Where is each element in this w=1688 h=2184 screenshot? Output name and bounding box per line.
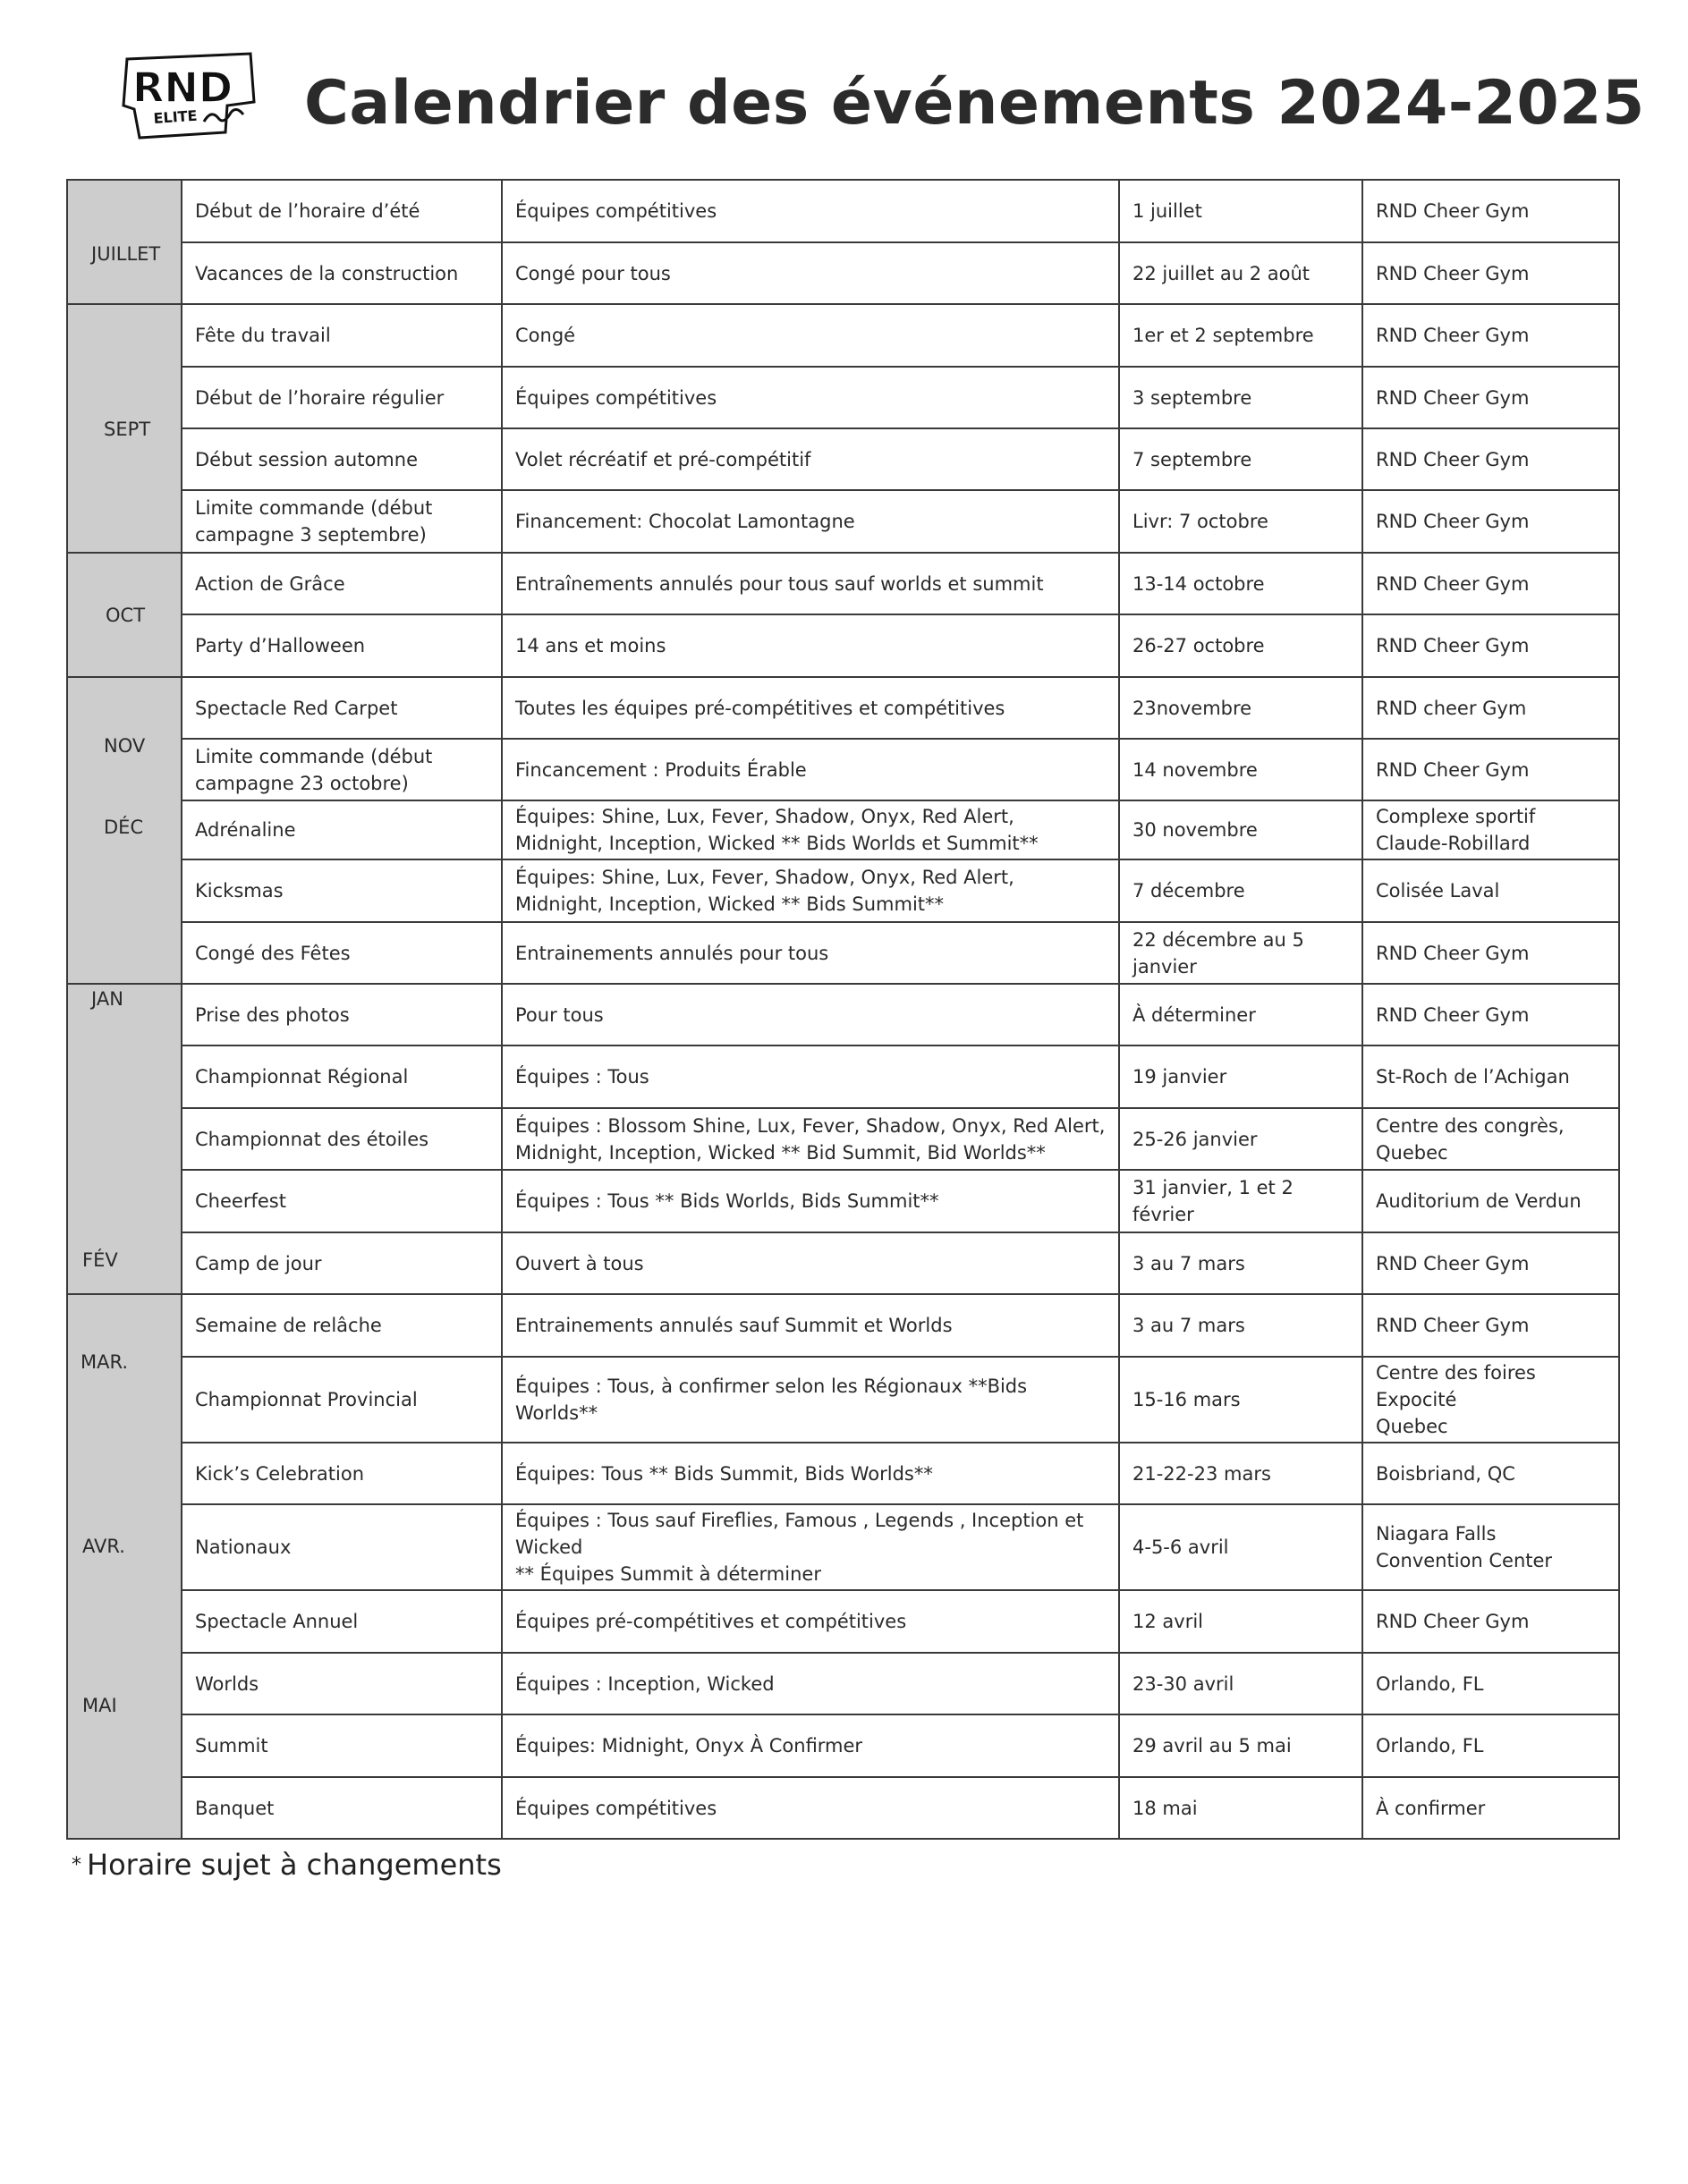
location-cell: RND Cheer Gym xyxy=(1362,180,1619,242)
location-cell: Centre des foires Expocité Quebec xyxy=(1362,1357,1619,1443)
details-cell: Équipes: Shine, Lux, Fever, Shadow, Onyx, Red Alert, Midnight, Inception, Wicked ** Bids Worlds et Summit** xyxy=(502,800,1119,859)
date-cell: Livr: 7 octobre xyxy=(1119,490,1362,553)
event-cell: Début de l’horaire régulier xyxy=(182,367,502,428)
location-cell: RND Cheer Gym xyxy=(1362,1590,1619,1653)
month-cell xyxy=(67,180,182,304)
location-cell: Boisbriand, QC xyxy=(1362,1443,1619,1504)
table-row xyxy=(67,428,1619,490)
location-cell: Auditorium de Verdun xyxy=(1362,1170,1619,1232)
date-cell: 22 décembre au 5 janvier xyxy=(1119,922,1362,984)
location-cell: Centre des congrès, Quebec xyxy=(1362,1108,1619,1170)
details-cell: Équipes : Tous xyxy=(502,1045,1119,1108)
logo-main-text: RND xyxy=(132,63,233,112)
details-cell: Équipes: Tous ** Bids Summit, Bids Worlds** xyxy=(502,1443,1119,1504)
page-title: Calendrier des événements 2024-2025 xyxy=(304,68,1645,139)
location-cell: RND Cheer Gym xyxy=(1362,739,1619,800)
date-cell: 7 décembre xyxy=(1119,859,1362,922)
event-cell: Kick’s Celebration xyxy=(182,1443,502,1504)
month-cell xyxy=(67,553,182,677)
footnote-asterisk: * xyxy=(72,1854,81,1876)
date-cell: 26-27 octobre xyxy=(1119,614,1362,677)
date-cell: 22 juillet au 2 août xyxy=(1119,242,1362,304)
location-cell: RND Cheer Gym xyxy=(1362,428,1619,490)
location-cell: RND cheer Gym xyxy=(1362,677,1619,739)
table-row xyxy=(67,1170,1619,1232)
details-cell: Équipes: Shine, Lux, Fever, Shadow, Onyx, Red Alert, Midnight, Inception, Wicked ** Bids Summit** xyxy=(502,859,1119,922)
table-row xyxy=(67,242,1619,304)
month-label-nov: NOV xyxy=(104,735,146,757)
location-cell: RND Cheer Gym xyxy=(1362,490,1619,553)
events-calendar-table xyxy=(66,179,1620,1840)
location-cell: RND Cheer Gym xyxy=(1362,553,1619,614)
details-cell: Fincancement : Produits Érable xyxy=(502,739,1119,800)
month-label-oct: OCT xyxy=(106,605,146,626)
event-cell: Banquet xyxy=(182,1777,502,1839)
date-cell: 23novembre xyxy=(1119,677,1362,739)
location-cell: RND Cheer Gym xyxy=(1362,242,1619,304)
month-label-jan: JAN xyxy=(91,988,123,1010)
month-label-avr: AVR. xyxy=(82,1536,125,1557)
date-cell: 1 juillet xyxy=(1119,180,1362,242)
table-row xyxy=(67,614,1619,677)
month-label-juillet: JUILLET xyxy=(91,243,161,265)
event-cell: Adrénaline xyxy=(182,800,502,859)
location-cell: À confirmer xyxy=(1362,1777,1619,1839)
month-cell xyxy=(67,677,182,984)
details-cell: Entrainements annulés sauf Summit et Worlds xyxy=(502,1294,1119,1357)
details-cell: Équipes : Blossom Shine, Lux, Fever, Shadow, Onyx, Red Alert, Midnight, Inception, Wicked ** Bid Summit, Bid Worlds** xyxy=(502,1108,1119,1170)
location-cell: Colisée Laval xyxy=(1362,859,1619,922)
event-cell: Championnat Régional xyxy=(182,1045,502,1108)
event-cell: Camp de jour xyxy=(182,1232,502,1294)
event-cell: Fête du travail xyxy=(182,304,502,367)
event-cell: Party d’Halloween xyxy=(182,614,502,677)
table-row xyxy=(67,984,1619,1045)
date-cell: 18 mai xyxy=(1119,1777,1362,1839)
date-cell: 3 septembre xyxy=(1119,367,1362,428)
details-cell: Équipes : Tous ** Bids Worlds, Bids Summit** xyxy=(502,1170,1119,1232)
table-row xyxy=(67,922,1619,984)
table-row xyxy=(67,859,1619,922)
details-cell: Ouvert à tous xyxy=(502,1232,1119,1294)
date-cell: 14 novembre xyxy=(1119,739,1362,800)
date-cell: À déterminer xyxy=(1119,984,1362,1045)
table-row xyxy=(67,1045,1619,1108)
location-cell: RND Cheer Gym xyxy=(1362,614,1619,677)
table-row xyxy=(67,1443,1619,1504)
logo-sub-text: ELITE xyxy=(152,106,199,127)
table-row xyxy=(67,1714,1619,1777)
event-cell: Action de Grâce xyxy=(182,553,502,614)
table-row xyxy=(67,739,1619,800)
event-cell: Championnat des étoiles xyxy=(182,1108,502,1170)
table-row xyxy=(67,1232,1619,1294)
table-row xyxy=(67,1357,1619,1443)
table-row xyxy=(67,677,1619,739)
event-cell: Prise des photos xyxy=(182,984,502,1045)
footnote-text: Horaire sujet à changements xyxy=(87,1848,502,1882)
rnd-elite-logo xyxy=(118,50,258,143)
details-cell: Équipes : Inception, Wicked xyxy=(502,1653,1119,1714)
event-cell: Congé des Fêtes xyxy=(182,922,502,984)
table-row xyxy=(67,800,1619,859)
date-cell: 3 au 7 mars xyxy=(1119,1232,1362,1294)
month-cell xyxy=(67,984,182,1294)
table-row xyxy=(67,1777,1619,1839)
date-cell: 13-14 octobre xyxy=(1119,553,1362,614)
event-cell: Semaine de relâche xyxy=(182,1294,502,1357)
date-cell: 19 janvier xyxy=(1119,1045,1362,1108)
month-cell xyxy=(67,1294,182,1839)
date-cell: 12 avril xyxy=(1119,1590,1362,1653)
event-cell: Spectacle Red Carpet xyxy=(182,677,502,739)
event-cell: Début de l’horaire d’été xyxy=(182,180,502,242)
event-cell: Début session automne xyxy=(182,428,502,490)
event-cell: Worlds xyxy=(182,1653,502,1714)
location-cell: RND Cheer Gym xyxy=(1362,367,1619,428)
details-cell: Financement: Chocolat Lamontagne xyxy=(502,490,1119,553)
details-cell: Équipes compétitives xyxy=(502,180,1119,242)
table-row xyxy=(67,1504,1619,1590)
date-cell: 30 novembre xyxy=(1119,800,1362,859)
details-cell: 14 ans et moins xyxy=(502,614,1119,677)
event-cell: Limite commande (début campagne 3 septembre) xyxy=(182,490,502,553)
month-label-fev: FÉV xyxy=(82,1249,118,1271)
date-cell: 15-16 mars xyxy=(1119,1357,1362,1443)
location-cell: RND Cheer Gym xyxy=(1362,304,1619,367)
event-cell: Limite commande (début campagne 23 octobre) xyxy=(182,739,502,800)
table-row xyxy=(67,1108,1619,1170)
date-cell: 25-26 janvier xyxy=(1119,1108,1362,1170)
location-cell: Complexe sportif Claude-Robillard xyxy=(1362,800,1619,859)
location-cell: Orlando, FL xyxy=(1362,1653,1619,1714)
details-cell: Équipes compétitives xyxy=(502,367,1119,428)
location-cell: Orlando, FL xyxy=(1362,1714,1619,1777)
details-cell: Équipes : Tous sauf Fireflies, Famous , Legends , Inception et Wicked ** Équipes Summit à déterminer xyxy=(502,1504,1119,1590)
table-row xyxy=(67,304,1619,367)
details-cell: Pour tous xyxy=(502,984,1119,1045)
date-cell: 21-22-23 mars xyxy=(1119,1443,1362,1504)
date-cell: 3 au 7 mars xyxy=(1119,1294,1362,1357)
details-cell: Congé xyxy=(502,304,1119,367)
location-cell: RND Cheer Gym xyxy=(1362,1294,1619,1357)
month-label-mai: MAI xyxy=(82,1695,117,1716)
date-cell: 23-30 avril xyxy=(1119,1653,1362,1714)
event-cell: Cheerfest xyxy=(182,1170,502,1232)
table-row xyxy=(67,553,1619,614)
date-cell: 4-5-6 avril xyxy=(1119,1504,1362,1590)
details-cell: Équipes : Tous, à confirmer selon les Régionaux **Bids Worlds** xyxy=(502,1357,1119,1443)
footnote xyxy=(72,1848,502,1882)
table-row xyxy=(67,1653,1619,1714)
table-row xyxy=(67,1590,1619,1653)
month-label-dec: DÉC xyxy=(104,817,144,838)
details-cell: Équipes pré-compétitives et compétitives xyxy=(502,1590,1119,1653)
details-cell: Entraînements annulés pour tous sauf worlds et summit xyxy=(502,553,1119,614)
table-row xyxy=(67,367,1619,428)
details-cell: Toutes les équipes pré-compétitives et compétitives xyxy=(502,677,1119,739)
details-cell: Entrainements annulés pour tous xyxy=(502,922,1119,984)
date-cell: 31 janvier, 1 et 2 février xyxy=(1119,1170,1362,1232)
event-cell: Kicksmas xyxy=(182,859,502,922)
month-label-sept: SEPT xyxy=(104,419,151,440)
event-cell: Championnat Provincial xyxy=(182,1357,502,1443)
location-cell: RND Cheer Gym xyxy=(1362,1232,1619,1294)
event-cell: Vacances de la construction xyxy=(182,242,502,304)
event-cell: Nationaux xyxy=(182,1504,502,1590)
event-cell: Summit xyxy=(182,1714,502,1777)
month-cell xyxy=(67,304,182,553)
location-cell: St-Roch de l’Achigan xyxy=(1362,1045,1619,1108)
table-row xyxy=(67,180,1619,242)
details-cell: Équipes compétitives xyxy=(502,1777,1119,1839)
details-cell: Volet récréatif et pré-compétitif xyxy=(502,428,1119,490)
date-cell: 1er et 2 septembre xyxy=(1119,304,1362,367)
table-row xyxy=(67,490,1619,553)
location-cell: Niagara Falls Convention Center xyxy=(1362,1504,1619,1590)
table-row xyxy=(67,1294,1619,1357)
date-cell: 7 septembre xyxy=(1119,428,1362,490)
month-label-mar: MAR. xyxy=(81,1351,129,1373)
event-cell: Spectacle Annuel xyxy=(182,1590,502,1653)
details-cell: Équipes: Midnight, Onyx À Confirmer xyxy=(502,1714,1119,1777)
details-cell: Congé pour tous xyxy=(502,242,1119,304)
location-cell: RND Cheer Gym xyxy=(1362,922,1619,984)
rnd-elite-logo-graphic xyxy=(118,50,258,143)
location-cell: RND Cheer Gym xyxy=(1362,984,1619,1045)
date-cell: 29 avril au 5 mai xyxy=(1119,1714,1362,1777)
